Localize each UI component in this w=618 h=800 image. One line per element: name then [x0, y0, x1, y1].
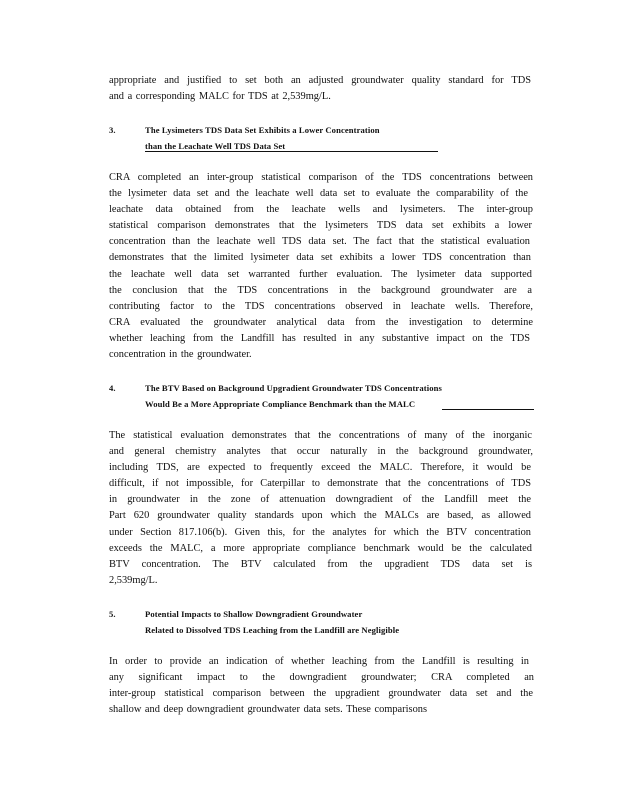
text-line: shallow and deep downgradient groundwater data sets. These comparisons	[109, 704, 427, 716]
section-4-title-line2: Would Be a More Appropriate Compliance Benchmark than the MALC	[145, 399, 416, 409]
section-3-heading	[109, 122, 380, 154]
text-line: the lysimeter data set and the leachate well data set to evaluate the comparability of the	[109, 188, 528, 200]
section-4-paragraph	[109, 428, 543, 589]
text-line: difficult, if not impossible, for Caterpillar to demonstrate that the concentrations of TDS	[109, 478, 531, 490]
section-4-number: 4.	[109, 383, 116, 393]
text-line: appropriate and justified to set both an adjusted groundwater quality standard for TDS	[109, 75, 531, 86]
text-line: concentration than the leachate well TDS data set. The fact that the statistical evaluation	[109, 236, 530, 248]
text-line: the leachate well data set warranted further evaluation. The lysimeter data supported	[109, 268, 532, 280]
text-line: demonstrates that the limited lysimeter data set exhibits a lower TDS concentration than	[109, 252, 531, 264]
text-line: BTV concentration. The BTV calculated from the upgradient TDS data set is	[109, 558, 532, 570]
text-line: leachate data obtained from the leachate wells and lysimeters. The inter-group	[109, 204, 533, 216]
section-4-title-line1: The BTV Based on Background Upgradient Groundwater TDS Concentrations	[145, 383, 442, 393]
section-5-title-line1: Potential Impacts to Shallow Downgradient Groundwater	[145, 609, 363, 619]
section-5-number: 5.	[109, 609, 116, 619]
text-line: whether leaching from the Landfill has resulted in any substantive impact on the TDS	[109, 332, 530, 344]
text-line: contributing factor to the TDS concentrations observed in leachate wells. Therefore,	[109, 300, 533, 312]
section-3-underline	[145, 151, 438, 152]
text-line: and general chemistry analytes that occur naturally in the background groundwater,	[109, 446, 533, 458]
text-line: any significant impact to the downgradient groundwater; CRA completed an	[109, 672, 534, 684]
text-line: the conclusion that the TDS concentrations in the background groundwater are a	[109, 284, 532, 296]
text-line: 2,539mg/L.	[109, 574, 158, 586]
section-3-number: 3.	[109, 125, 116, 135]
text-line: exceeds the MALC, a more appropriate compliance benchmark would be the calculated	[109, 542, 532, 554]
text-line: and a corresponding MALC for TDS at 2,539mg/L.	[109, 91, 331, 103]
text-line: In order to provide an indication of whether leaching from the Landfill is resulting in	[109, 656, 529, 667]
section-4-heading	[109, 380, 442, 412]
intro-paragraph	[109, 73, 543, 105]
section-3-title-line1: The Lysimeters TDS Data Set Exhibits a Lower Concentration	[145, 125, 380, 135]
text-line: concentration in the groundwater.	[109, 349, 252, 361]
text-line: statistical comparison demonstrates that the lysimeters TDS data set exhibits a lower	[109, 220, 532, 232]
section-5-title-line2: Related to Dissolved TDS Leaching from the Landfill are Negligible	[145, 625, 400, 635]
section-5-heading	[109, 606, 399, 638]
section-3-title-line2: than the Leachate Well TDS Data Set	[145, 141, 286, 151]
text-line: Part 620 groundwater quality standards upon which the MALCs are based, as allowed	[109, 510, 531, 522]
text-line: under Section 817.106(b). Given this, for the analytes for which the BTV concentration	[109, 526, 531, 538]
text-line: The statistical evaluation demonstrates that the concentrations of many of the inorganic	[109, 430, 532, 441]
section-5-paragraph	[109, 654, 543, 718]
text-line: CRA evaluated the groundwater analytical data from the investigation to determine	[109, 316, 533, 328]
text-line: CRA completed an inter-group statistical comparison of the TDS concentrations between	[109, 172, 533, 183]
text-line: inter-group statistical comparison between the upgradient groundwater data set and the	[109, 688, 533, 700]
text-line: in groundwater in the zone of attenuation downgradient of the Landfill meet the	[109, 494, 531, 506]
section-3-paragraph	[109, 170, 543, 363]
text-line: including TDS, are expected to frequently exceed the MALC. Therefore, it would be	[109, 462, 531, 474]
section-4-underline	[442, 409, 534, 410]
